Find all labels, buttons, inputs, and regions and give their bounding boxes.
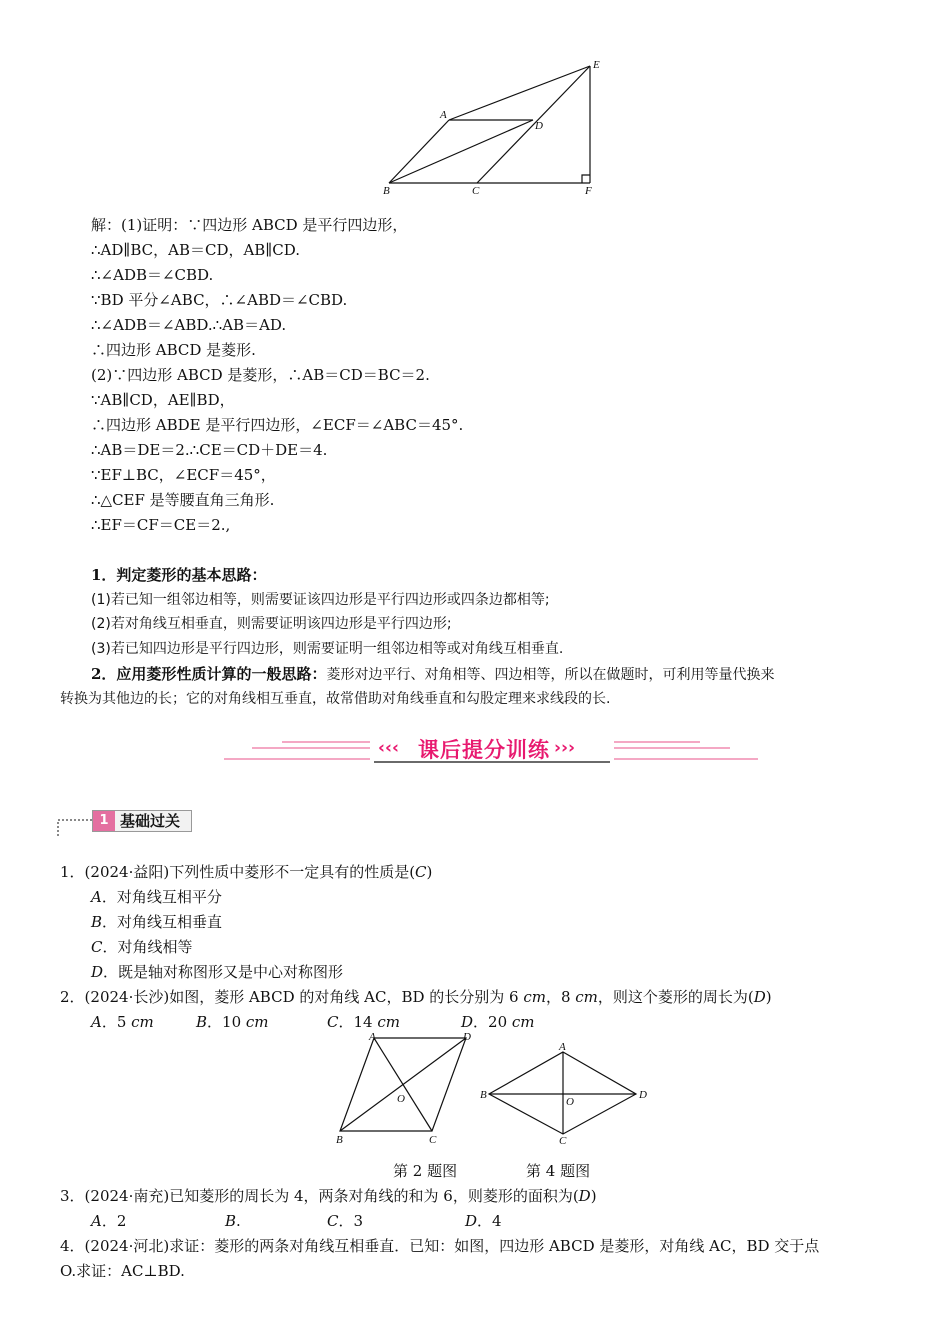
q2-stem-part: 2．(2024·长沙)如图，菱形 ABCD 的对角线 AC，BD 的长分别为 6	[60, 988, 524, 1006]
q3-option-b	[225, 1211, 241, 1231]
option-letter: C	[91, 938, 103, 956]
q4-line1: 4．(2024·河北)求证：菱形的两条对角线互相垂直．已知：如图，四边形 ABCD 是菱形，对角线 AC，BD 交于点	[60, 1237, 820, 1255]
banner-title: 课后提分训练	[418, 738, 550, 762]
option-letter: C	[327, 1212, 339, 1230]
q2-option-d	[461, 1012, 535, 1032]
option-letter: D	[91, 963, 104, 981]
figure-abde	[370, 56, 610, 196]
q2-option-b	[196, 1012, 269, 1032]
option-letter: A	[91, 1212, 102, 1230]
label-a: A	[369, 1031, 376, 1043]
tip1-line: (2)若对角线互相垂直，则需要证明该四边形是平行四边形;	[91, 616, 452, 632]
solution-line: ∴△CEF 是等腰直角三角形.	[91, 491, 275, 509]
section-label: 基础过关	[120, 812, 181, 830]
section-number: 1	[93, 811, 115, 831]
q1-option-c	[91, 937, 193, 957]
section-badge	[92, 810, 192, 832]
label-o: O	[397, 1093, 405, 1105]
option-value: ．5	[101, 1013, 132, 1031]
option-text: ．对角线互相平分	[101, 888, 222, 906]
q2-unit: cm	[575, 988, 598, 1006]
q2-stem-part: ，8	[545, 988, 576, 1006]
solution-line: (2)∵四边形 ABCD 是菱形，∴AB＝CD＝BC＝2.	[91, 366, 430, 384]
option-letter: B	[91, 913, 103, 931]
q2-stem-part: ，则这个菱形的周长为(	[597, 988, 754, 1006]
option-unit: cm	[245, 1013, 269, 1031]
q3-close: )	[590, 1187, 597, 1205]
option-letter: A	[91, 888, 102, 906]
solution-line: ∴∠ADB＝∠ABD.∴AB＝AD.	[91, 316, 287, 334]
tip2-title: 2．应用菱形性质计算的一般思路：	[91, 665, 327, 683]
q2-option-c	[327, 1012, 400, 1032]
q1-option-a	[91, 887, 222, 907]
q2-unit: cm	[523, 988, 546, 1006]
q1-stem-line	[60, 862, 432, 882]
solution-line: ∵BD 平分∠ABC，∴∠ABD＝∠CBD.	[91, 291, 348, 309]
option-unit: cm	[511, 1013, 535, 1031]
label-a: A	[559, 1041, 566, 1053]
solution-line: ∴AB＝DE＝2.∴CE＝CD＋DE＝4.	[91, 441, 328, 459]
option-unit: cm	[131, 1013, 154, 1031]
option-letter: B	[225, 1212, 237, 1230]
label-c: C	[559, 1135, 567, 1146]
label-o: O	[566, 1096, 574, 1108]
section-bracket	[56, 818, 96, 838]
tip1-line: (3)若已知四边形是平行四边形，则需要证明一组邻边相等或对角线互相垂直.	[91, 641, 564, 657]
figure-q4-rhombus	[476, 1040, 656, 1146]
solution-line: ∴EF＝CF＝CE＝2.,	[91, 516, 231, 534]
solution-line: ∵AB∥CD，AE∥BD，	[91, 391, 235, 409]
option-unit: cm	[377, 1013, 400, 1031]
q2-answer: D	[753, 988, 766, 1006]
q3-option-a	[91, 1211, 126, 1231]
label-f: F	[585, 185, 592, 196]
caption-fig2: 第 2 题图	[393, 1162, 458, 1180]
option-value: ．14	[338, 1013, 378, 1031]
label-d: D	[535, 120, 543, 132]
solution-line: ∴AD∥BC，AB＝CD，AB∥CD.	[91, 241, 300, 259]
q1-close: )	[426, 863, 433, 881]
label-b: B	[383, 185, 390, 196]
option-text: ．3	[338, 1212, 364, 1230]
option-text: ．4	[477, 1212, 502, 1230]
q3-stem: 3．(2024·南充)已知菱形的周长为 4，两条对角线的和为 6，则菱形的面积为(	[60, 1187, 579, 1205]
option-letter: A	[91, 1013, 102, 1031]
option-text: ．对角线互相垂直	[102, 913, 223, 931]
option-letter: D	[461, 1013, 474, 1031]
tip2-text: 菱形对边平行、对角相等、四边相等，所以在做题时，可利用等量代换来	[326, 667, 775, 683]
option-value: ．10	[207, 1013, 246, 1031]
label-c: C	[429, 1134, 437, 1146]
q4-line2: O.求证：AC⊥BD.	[60, 1262, 185, 1280]
q2-close: )	[765, 988, 772, 1006]
q3-option-c	[327, 1211, 363, 1231]
q1-option-b	[91, 912, 222, 932]
label-d: D	[639, 1089, 647, 1101]
label-b: B	[336, 1134, 343, 1146]
option-value: ．20	[473, 1013, 512, 1031]
banner-left-chevrons: ‹‹‹	[378, 738, 400, 758]
figure-q2-rhombus	[332, 1030, 482, 1148]
tip1-line: (1)若已知一组邻边相等，则需要证该四边形是平行四边形或四条边都相等;	[91, 592, 550, 608]
option-letter: C	[327, 1013, 339, 1031]
option-text: ．对角线相等	[102, 938, 193, 956]
option-text: ．2	[101, 1212, 127, 1230]
tip2-line1	[91, 664, 774, 685]
label-c: C	[472, 185, 480, 196]
solution-line: ∵EF⊥BC，∠ECF＝45°，	[91, 466, 276, 484]
banner-right-chevrons: ›››	[554, 738, 576, 758]
q3-answer: D	[578, 1187, 591, 1205]
tip1-title: 1．判定菱形的基本思路：	[91, 566, 267, 584]
option-text: ．既是轴对称图形又是中心对称图形	[103, 963, 344, 981]
q1-answer: C	[415, 863, 427, 881]
solution-line: ∴四边形 ABCD 是菱形.	[91, 341, 256, 359]
q2-stem-line	[60, 987, 772, 1007]
q1-option-d	[91, 962, 343, 982]
label-a: A	[440, 109, 447, 121]
tip2-line2: 转换为其他边的长；它的对角线相互垂直，故常借助对角线垂直和勾股定理来求线段的长.	[60, 691, 611, 707]
q3-option-d	[465, 1211, 502, 1231]
option-letter: B	[196, 1013, 208, 1031]
solution-line: ∴四边形 ABDE 是平行四边形，∠ECF＝∠ABC＝45°.	[91, 416, 464, 434]
label-d: D	[463, 1031, 471, 1043]
label-e: E	[593, 59, 600, 71]
q2-option-a	[91, 1012, 154, 1032]
q1-stem: 1．(2024·益阳)下列性质中菱形不一定具有的性质是(	[60, 863, 416, 881]
option-letter: D	[465, 1212, 478, 1230]
caption-fig4: 第 4 题图	[526, 1162, 591, 1180]
label-b: B	[480, 1089, 487, 1101]
solution-line: 解：(1)证明：∵四边形 ABCD 是平行四边形，	[91, 216, 408, 234]
q3-stem-line	[60, 1186, 597, 1206]
option-text: .	[236, 1212, 241, 1230]
solution-line: ∴∠ADB＝∠CBD.	[91, 266, 214, 284]
